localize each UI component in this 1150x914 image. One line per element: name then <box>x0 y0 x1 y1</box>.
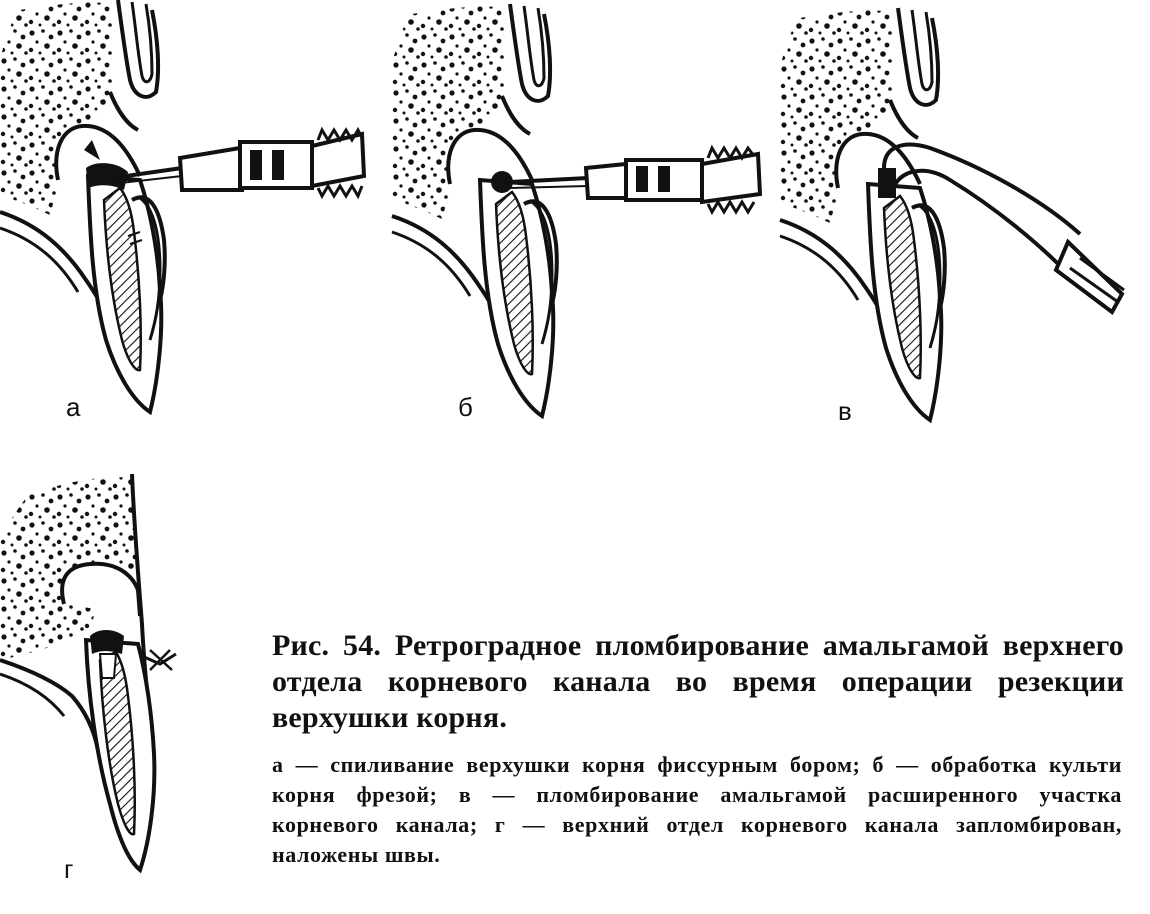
panel-a-illustration <box>0 0 364 412</box>
panel-b-illustration <box>392 4 760 416</box>
figure-legend: а — спиливание верхушки корня фиссурным бором; б — обработка культи корня фрезой; в — пломбирование амальгамой расширенного участка корневого канала; г — верхний отдел корневого канала запломбирован, наложены швы. <box>272 752 1122 867</box>
figure-caption: Рис. 54. Ретроградное пломбирование амальгамой верхнего отдела корневого канала во время операции резекции верхушки корня. <box>272 629 1124 734</box>
panel-d-illustration <box>0 474 176 870</box>
panel-label-d: г <box>64 854 74 884</box>
panel-label-b: б <box>458 392 473 422</box>
panel-label-c: в <box>838 396 852 426</box>
panel-c-illustration <box>780 8 1124 420</box>
panel-label-a: а <box>66 392 81 422</box>
